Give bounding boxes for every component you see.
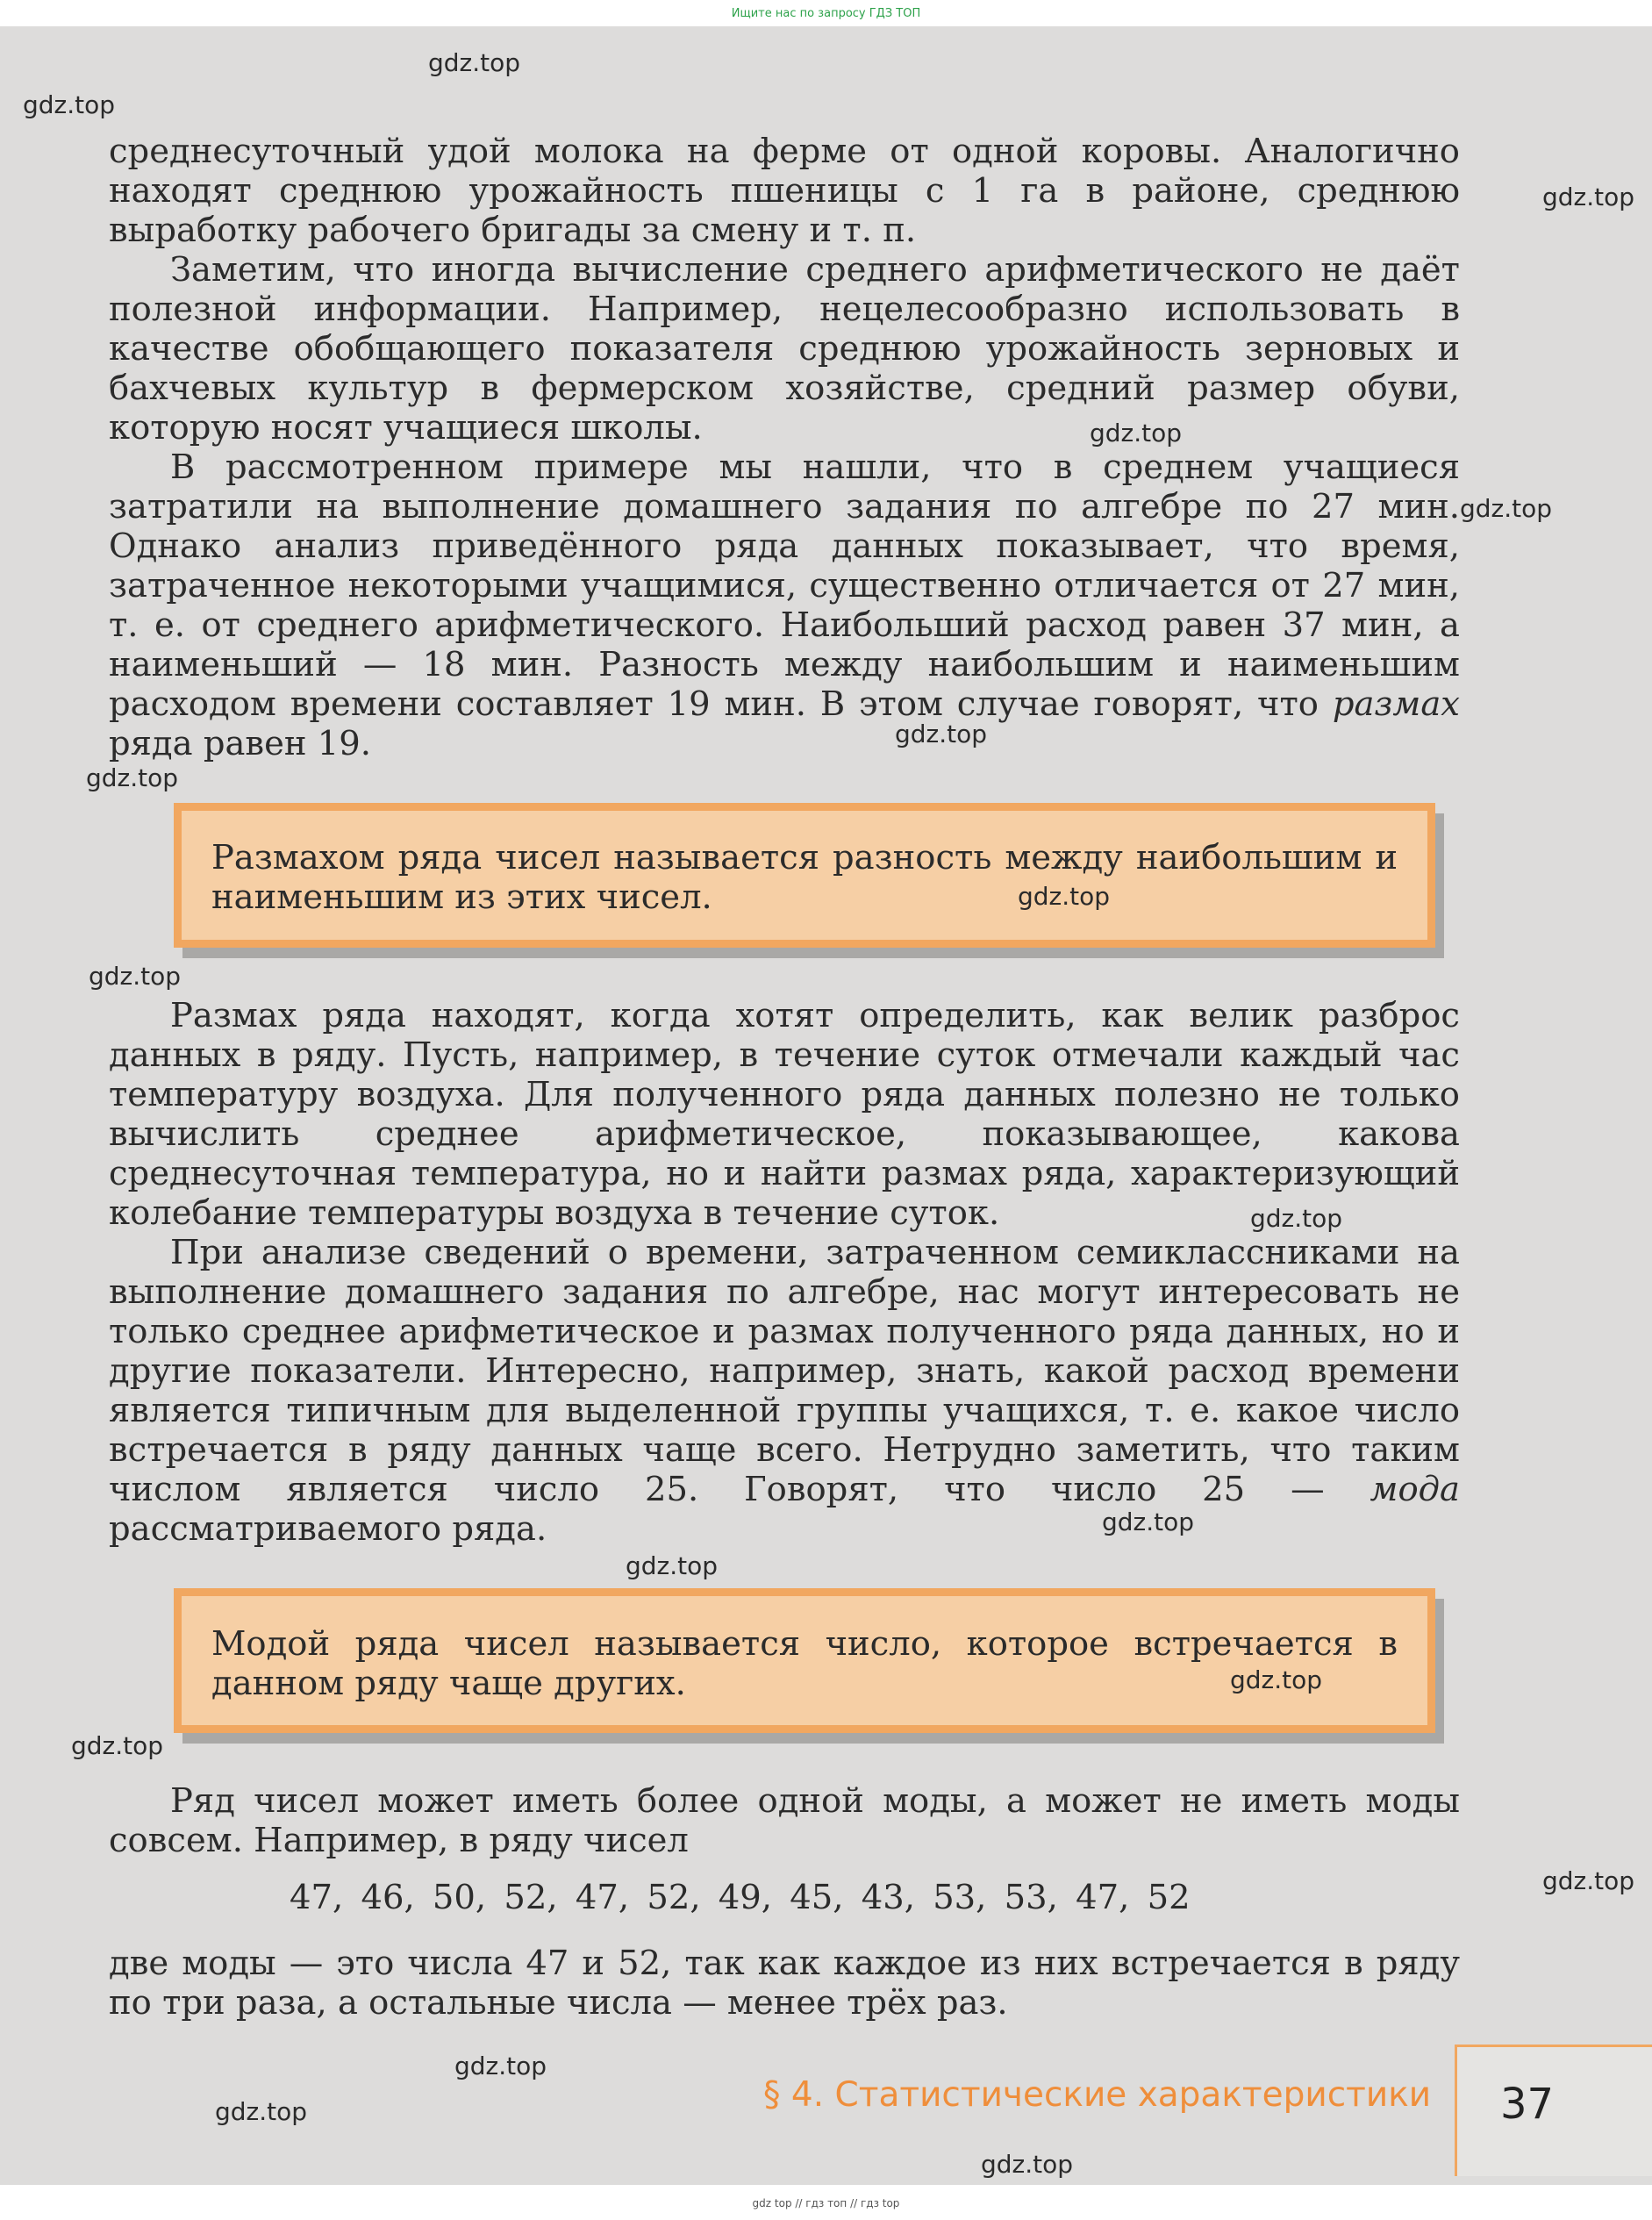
watermark: gdz.top (23, 90, 116, 119)
paragraph-2: Заметим, что иногда вычисление среднего арифметического не даёт полезной информации. Например, нецелесообразно использовать в качестве обобщающего показателя среднюю урожайность зерновых и бахчевых культур в фермерском хозяйстве, средний размер обуви, которую носят учащиеся школы. (109, 250, 1460, 448)
section-title: § 4. Статистические характеристики (763, 2075, 1432, 2115)
paragraph-1: среднесуточный удой молока на ферме от одной коровы. Аналогично находят среднюю урожайность пшеницы с 1 га в районе, среднюю выработку рабочего бригады за смену и т. п. (109, 132, 1460, 250)
search-hint-link[interactable]: Ищите нас по запросу ГДЗ ТОП (731, 7, 921, 20)
paragraph-5: При анализе сведений о времени, затраченном семиклассниками на выполнение домашнего задания по алгебре, нас могут интересовать не только среднее арифметическое и размах полученного ряда данных, но и другие показатели. Интересно, например, знать, какой расход времени является типичным для выделенной группы учащихся, т. е. какое число встречается в ряду данных чаще всего. Нетрудно заметить, что таким числом является число 25. Говорят, что число 25 — мода рассматриваемого ряда. (109, 1233, 1460, 1549)
definition-mode-text: Модой ряда чисел называется число, которое встречается в данном ряду чаще других. (211, 1624, 1398, 1703)
paragraph-6: Ряд чисел может иметь более одной моды, а может не иметь моды совсем. Например, в ряду чисел (109, 1781, 1460, 1860)
definition-range-box (174, 803, 1435, 948)
watermark: gdz.top (86, 763, 179, 792)
paragraph-7: две моды — это числа 47 и 52, так как каждое из них встречается в ряду по три раза, а остальные числа — менее трёх раз. (109, 1944, 1460, 2023)
watermark: gdz.top (1230, 1665, 1323, 1694)
watermark: gdz.top (895, 720, 988, 748)
term-range: размах (1332, 684, 1460, 724)
number-series: 47, 46, 50, 52, 47, 52, 49, 45, 43, 53, 53, 47, 52 (290, 1878, 1191, 1917)
watermark: gdz.top (215, 2097, 308, 2126)
watermark: gdz.top (1250, 1204, 1343, 1233)
watermark: gdz.top (626, 1551, 719, 1580)
watermark: gdz.top (1090, 419, 1183, 448)
watermark: gdz.top (89, 962, 182, 991)
page-number: 37 (1500, 2080, 1555, 2129)
footer-links[interactable]: gdz top // гдз топ // гдз top (752, 2197, 900, 2209)
watermark: gdz.top (454, 2052, 547, 2080)
watermark: gdz.top (1018, 882, 1111, 911)
watermark: gdz.top (71, 1731, 164, 1760)
term-mode: мода (1370, 1470, 1460, 1509)
definition-mode-box (174, 1588, 1435, 1733)
paragraph-4: Размах ряда находят, когда хотят определить, как велик разброс данных в ряду. Пусть, например, в течение суток отмечали каждый час температуру воздуха. Для полученного ряда данных полезно не только вычислить среднее арифметическое, показывающее, какова среднесуточная температура, но и найти размах ряда, характеризующий колебание температуры воздуха в течение суток. (109, 996, 1460, 1233)
watermark: gdz.top (428, 48, 521, 77)
watermark: gdz.top (981, 2150, 1074, 2179)
definition-range-text: Размахом ряда чисел называется разность между наибольшим и наименьшим из этих чисел. (211, 838, 1398, 917)
watermark: gdz.top (1102, 1507, 1195, 1536)
watermark: gdz.top (1542, 1866, 1635, 1895)
watermark: gdz.top (1460, 494, 1553, 523)
watermark: gdz.top (1542, 183, 1635, 211)
paragraph-3: В рассмотренном примере мы нашли, что в среднем учащиеся затратили на выполнение домашнего задания по алгебре по 27 мин. Однако анализ приведённого ряда данных показывает, что время, затраченное некоторыми учащимися, существенно отличается от 27 мин, т. е. от среднего арифметического. Наибольший расход равен 37 мин, а наименьший — 18 мин. Разность между наибольшим и наименьшим расходом времени составляет 19 мин. В этом случае говорят, что размах ряда равен 19. (109, 448, 1460, 763)
